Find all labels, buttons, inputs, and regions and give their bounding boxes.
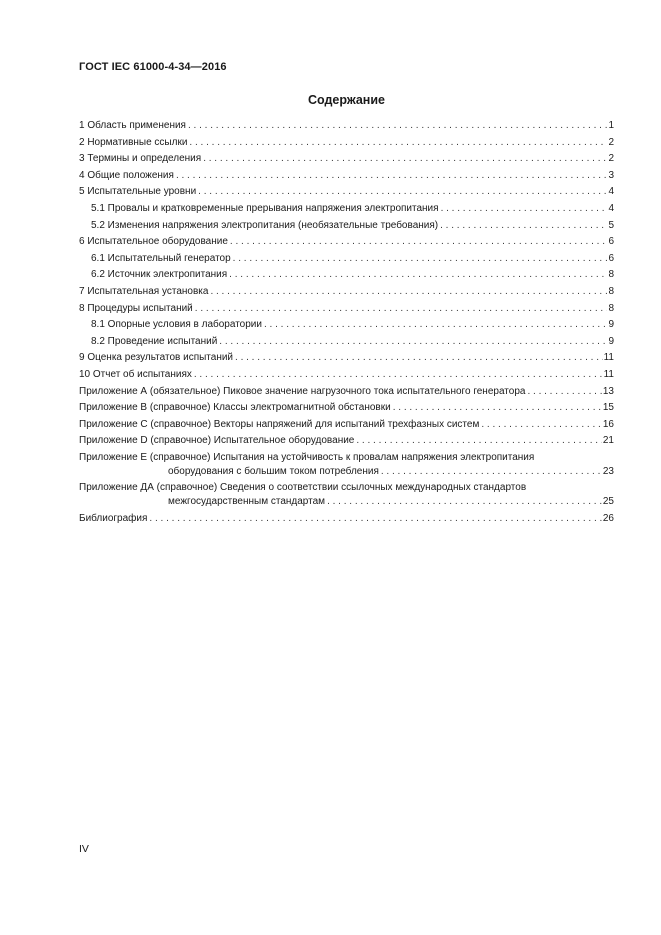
toc-entry-page: 13 bbox=[602, 385, 614, 397]
toc-entry-page: 6 bbox=[608, 252, 614, 264]
toc-entry-text-continued: межгосударственным стандартам bbox=[168, 496, 326, 508]
toc-entry-text: Приложение D (справочное) Испытательное оборудование bbox=[79, 435, 355, 447]
toc-entry-text: 5.2 Изменения напряжения электропитания (необязательные требования) bbox=[91, 219, 439, 231]
toc-title: Содержание bbox=[307, 93, 385, 107]
toc-entry-page: 16 bbox=[602, 418, 614, 430]
page-number: IV bbox=[79, 843, 89, 855]
toc-entry-text: Приложение ДА (справочное) Сведения о соответствии ссылочных международных стандартов bbox=[79, 482, 527, 494]
toc-entry-page: 5 bbox=[608, 219, 614, 231]
leader-dots bbox=[233, 252, 608, 266]
leader-dots bbox=[381, 465, 602, 479]
leader-dots bbox=[195, 302, 608, 316]
toc-entry[interactable] bbox=[79, 119, 614, 133]
toc-entry-page: 15 bbox=[602, 402, 614, 414]
toc-entry-text: 5 Испытательные уровни bbox=[79, 186, 197, 198]
toc-entry-text: 10 Отчет об испытаниях bbox=[79, 368, 192, 380]
toc-entry-text-continued: оборудования с большим током потребления bbox=[168, 465, 379, 477]
table-of-contents bbox=[79, 119, 614, 529]
leader-dots bbox=[229, 268, 607, 282]
toc-entry-page: 9 bbox=[608, 319, 614, 331]
toc-entry-text: 6.1 Испытательный генератор bbox=[91, 252, 231, 264]
leader-dots bbox=[264, 318, 607, 332]
toc-entry-text: 9 Оценка результатов испытаний bbox=[79, 352, 234, 364]
toc-entry[interactable] bbox=[79, 235, 614, 249]
toc-appendix-entry[interactable] bbox=[79, 401, 614, 415]
toc-entry-text: 8.1 Опорные условия в лаборатории bbox=[91, 319, 262, 331]
toc-entry[interactable] bbox=[79, 152, 614, 166]
toc-subentry[interactable] bbox=[79, 219, 614, 233]
toc-entry-text: Приложение С (справочное) Векторы напряжений для испытаний трехфазных систем bbox=[79, 418, 480, 430]
document-header: ГОСТ IEC 61000-4-34—2016 bbox=[79, 61, 227, 73]
leader-dots bbox=[198, 185, 607, 199]
leader-dots bbox=[189, 136, 607, 150]
toc-entry-page: 11 bbox=[603, 368, 614, 380]
toc-appendix-entry[interactable] bbox=[79, 481, 614, 509]
leader-dots bbox=[210, 285, 607, 299]
toc-entry-page: 8 bbox=[608, 269, 614, 281]
toc-entry-page: 2 bbox=[608, 153, 614, 165]
toc-entry-text: 8.2 Проведение испытаний bbox=[91, 335, 218, 347]
toc-entry-page: 21 bbox=[602, 435, 614, 447]
leader-dots bbox=[440, 219, 607, 233]
toc-subentry[interactable] bbox=[79, 252, 614, 266]
toc-appendix-entry[interactable] bbox=[79, 434, 614, 448]
toc-subentry[interactable] bbox=[79, 335, 614, 349]
toc-entry[interactable] bbox=[79, 169, 614, 183]
leader-dots bbox=[149, 512, 601, 526]
toc-bibliography-entry[interactable] bbox=[79, 512, 614, 526]
toc-entry-page: 4 bbox=[608, 186, 614, 198]
leader-dots bbox=[235, 351, 603, 365]
toc-entry-text: 4 Общие положения bbox=[79, 169, 174, 181]
toc-entry-page: 25 bbox=[602, 496, 614, 508]
toc-entry-page: 8 bbox=[608, 285, 614, 297]
toc-entry[interactable] bbox=[79, 302, 614, 316]
toc-entry-text: Приложение А (обязательное) Пиковое значение нагрузочного тока испытательного генератора bbox=[79, 385, 526, 397]
toc-entry-page: 1 bbox=[608, 120, 614, 131]
leader-dots bbox=[327, 495, 602, 509]
toc-entry-text: 2 Нормативные ссылки bbox=[79, 136, 188, 148]
leader-dots bbox=[393, 401, 602, 415]
leader-dots bbox=[219, 335, 607, 349]
toc-entry-text: 7 Испытательная установка bbox=[79, 285, 209, 297]
toc-appendix-entry[interactable] bbox=[79, 385, 614, 399]
toc-entry[interactable] bbox=[79, 285, 614, 299]
toc-entry-text: 3 Термины и определения bbox=[79, 153, 202, 165]
toc-entry[interactable] bbox=[79, 185, 614, 199]
leader-dots bbox=[356, 434, 602, 448]
toc-entry-page: 6 bbox=[608, 236, 614, 248]
toc-entry-page: 4 bbox=[608, 202, 614, 214]
toc-entry-text: Приложение Е (справочное) Испытания на устойчивость к провалам напряжения электропитания bbox=[79, 451, 535, 463]
leader-dots bbox=[203, 152, 607, 166]
toc-entry-page: 9 bbox=[608, 335, 614, 347]
toc-entry-text: Библиография bbox=[79, 513, 148, 525]
toc-entry-text: 5.1 Провалы и кратковременные прерывания напряжения электропитания bbox=[91, 202, 439, 214]
toc-entry-text: 6.2 Источник электропитания bbox=[91, 269, 228, 281]
toc-appendix-entry[interactable] bbox=[79, 418, 614, 432]
leader-dots bbox=[188, 119, 607, 133]
leader-dots bbox=[481, 418, 602, 432]
toc-entry-page: 23 bbox=[602, 465, 614, 477]
toc-entry-page: 11 bbox=[603, 352, 614, 364]
leader-dots bbox=[176, 169, 608, 183]
leader-dots bbox=[230, 235, 608, 249]
leader-dots bbox=[527, 385, 601, 399]
toc-entry-text: 1 Область применения bbox=[79, 120, 186, 131]
toc-entry-page: 26 bbox=[602, 513, 614, 525]
toc-entry-page: 3 bbox=[608, 169, 614, 181]
toc-subentry[interactable] bbox=[79, 268, 614, 282]
toc-entry[interactable] bbox=[79, 351, 614, 365]
toc-entry-text: Приложение В (справочное) Классы электромагнитной обстановки bbox=[79, 402, 391, 414]
toc-entry[interactable] bbox=[79, 136, 614, 150]
leader-dots bbox=[441, 202, 608, 216]
toc-subentry[interactable] bbox=[79, 318, 614, 332]
toc-entry-text: 8 Процедуры испытаний bbox=[79, 302, 193, 314]
toc-subentry[interactable] bbox=[79, 202, 614, 216]
toc-entry-page: 2 bbox=[608, 136, 614, 148]
toc-appendix-entry[interactable] bbox=[79, 451, 614, 479]
toc-entry-page: 8 bbox=[608, 302, 614, 314]
toc-entry[interactable] bbox=[79, 368, 614, 382]
leader-dots bbox=[194, 368, 603, 382]
toc-entry-text: 6 Испытательное оборудование bbox=[79, 236, 228, 248]
